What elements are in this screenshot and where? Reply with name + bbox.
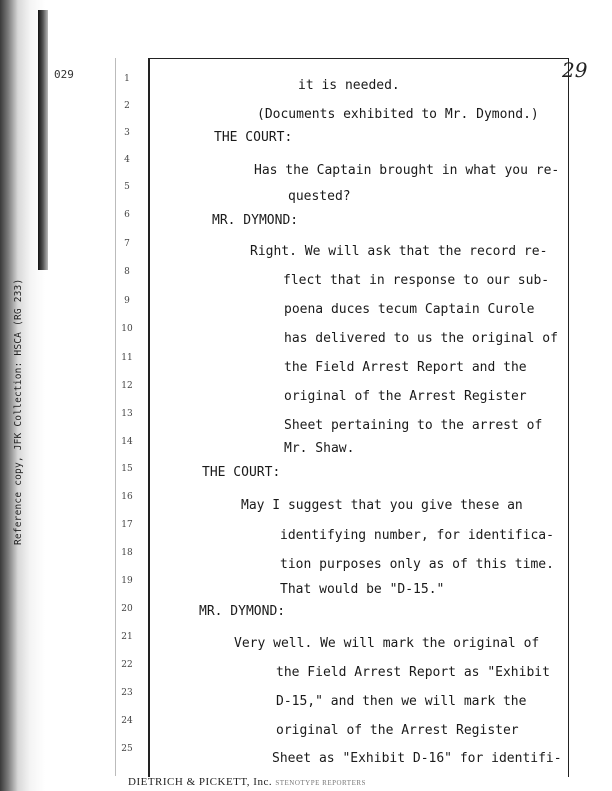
- transcript-line: Sheet as "Exhibit D-16" for identifi-: [272, 751, 562, 766]
- line-number: 25: [121, 744, 133, 754]
- line-number: 7: [124, 239, 130, 249]
- speaker-label: THE COURT:: [202, 465, 281, 480]
- line-number: 6: [124, 210, 130, 220]
- transcript-line: D-15," and then we will mark the: [276, 694, 527, 709]
- binding-edge: [0, 0, 62, 791]
- line-number: 2: [124, 101, 130, 111]
- transcript-line: (Documents exhibited to Mr. Dymond.): [257, 107, 539, 122]
- page-stamp: 029: [54, 68, 74, 81]
- line-number: 19: [121, 576, 133, 586]
- line-number: 13: [121, 409, 133, 419]
- line-number: 1: [124, 74, 130, 84]
- transcript-line: Has the Captain brought in what you re-: [254, 163, 560, 178]
- line-number: 22: [121, 660, 133, 670]
- line-number: 17: [121, 520, 133, 530]
- line-number: 18: [121, 548, 133, 558]
- reporter-subtitle: STENOTYPE REPORTERS: [275, 779, 366, 787]
- transcript-line: original of the Arrest Register: [276, 723, 519, 738]
- transcript-line: quested?: [288, 189, 351, 204]
- line-number: 5: [124, 182, 130, 192]
- transcript-line: Right. We will ask that the record re-: [250, 244, 548, 259]
- line-number: 24: [121, 716, 133, 726]
- transcript-line: Mr. Shaw.: [284, 441, 355, 456]
- transcript-line: Very well. We will mark the original of: [234, 636, 540, 651]
- line-number: 10: [121, 324, 133, 334]
- archive-reference: Reference copy, JFK Collection: HSCA (RG 233): [13, 278, 24, 545]
- binding-shadow: [38, 10, 48, 270]
- speaker-label: MR. DYMOND:: [199, 604, 286, 619]
- line-number: 14: [121, 437, 133, 447]
- transcript-line: tion purposes only as of this time.: [280, 557, 554, 572]
- transcript-line: May I suggest that you give these an: [241, 498, 523, 513]
- transcript-line: identifying number, for identifica-: [280, 528, 554, 543]
- line-number: 11: [121, 353, 133, 363]
- transcript-line: That would be "D-15.": [280, 582, 445, 597]
- transcript-line: original of the Arrest Register: [284, 389, 527, 404]
- line-number: 23: [121, 688, 133, 698]
- reporter-firm: DIETRICH & PICKETT, Inc.: [128, 776, 273, 788]
- speaker-label: THE COURT:: [214, 130, 293, 145]
- line-number: 9: [124, 296, 130, 306]
- line-number: 16: [121, 492, 133, 502]
- line-number: 21: [121, 632, 133, 642]
- transcript-line: it is needed.: [298, 78, 400, 93]
- transcript-line: flect that in response to our sub-: [283, 273, 550, 288]
- transcript-line: the Field Arrest Report and the: [284, 360, 527, 375]
- transcript-line: Sheet pertaining to the arrest of: [284, 418, 543, 433]
- line-number: 20: [121, 604, 133, 614]
- line-number: 4: [124, 155, 130, 165]
- transcript-line: the Field Arrest Report as "Exhibit: [276, 665, 550, 680]
- line-number: 8: [124, 267, 130, 277]
- transcript-line: poena duces tecum Captain Curole: [284, 302, 535, 317]
- handwritten-page-number: 29: [562, 58, 588, 82]
- line-number: 3: [124, 128, 130, 138]
- line-number: 12: [121, 381, 133, 391]
- reporter-footer: [128, 776, 366, 788]
- transcript-line: has delivered to us the original of: [284, 331, 558, 346]
- speaker-label: MR. DYMOND:: [212, 213, 299, 228]
- line-number: 15: [121, 464, 133, 474]
